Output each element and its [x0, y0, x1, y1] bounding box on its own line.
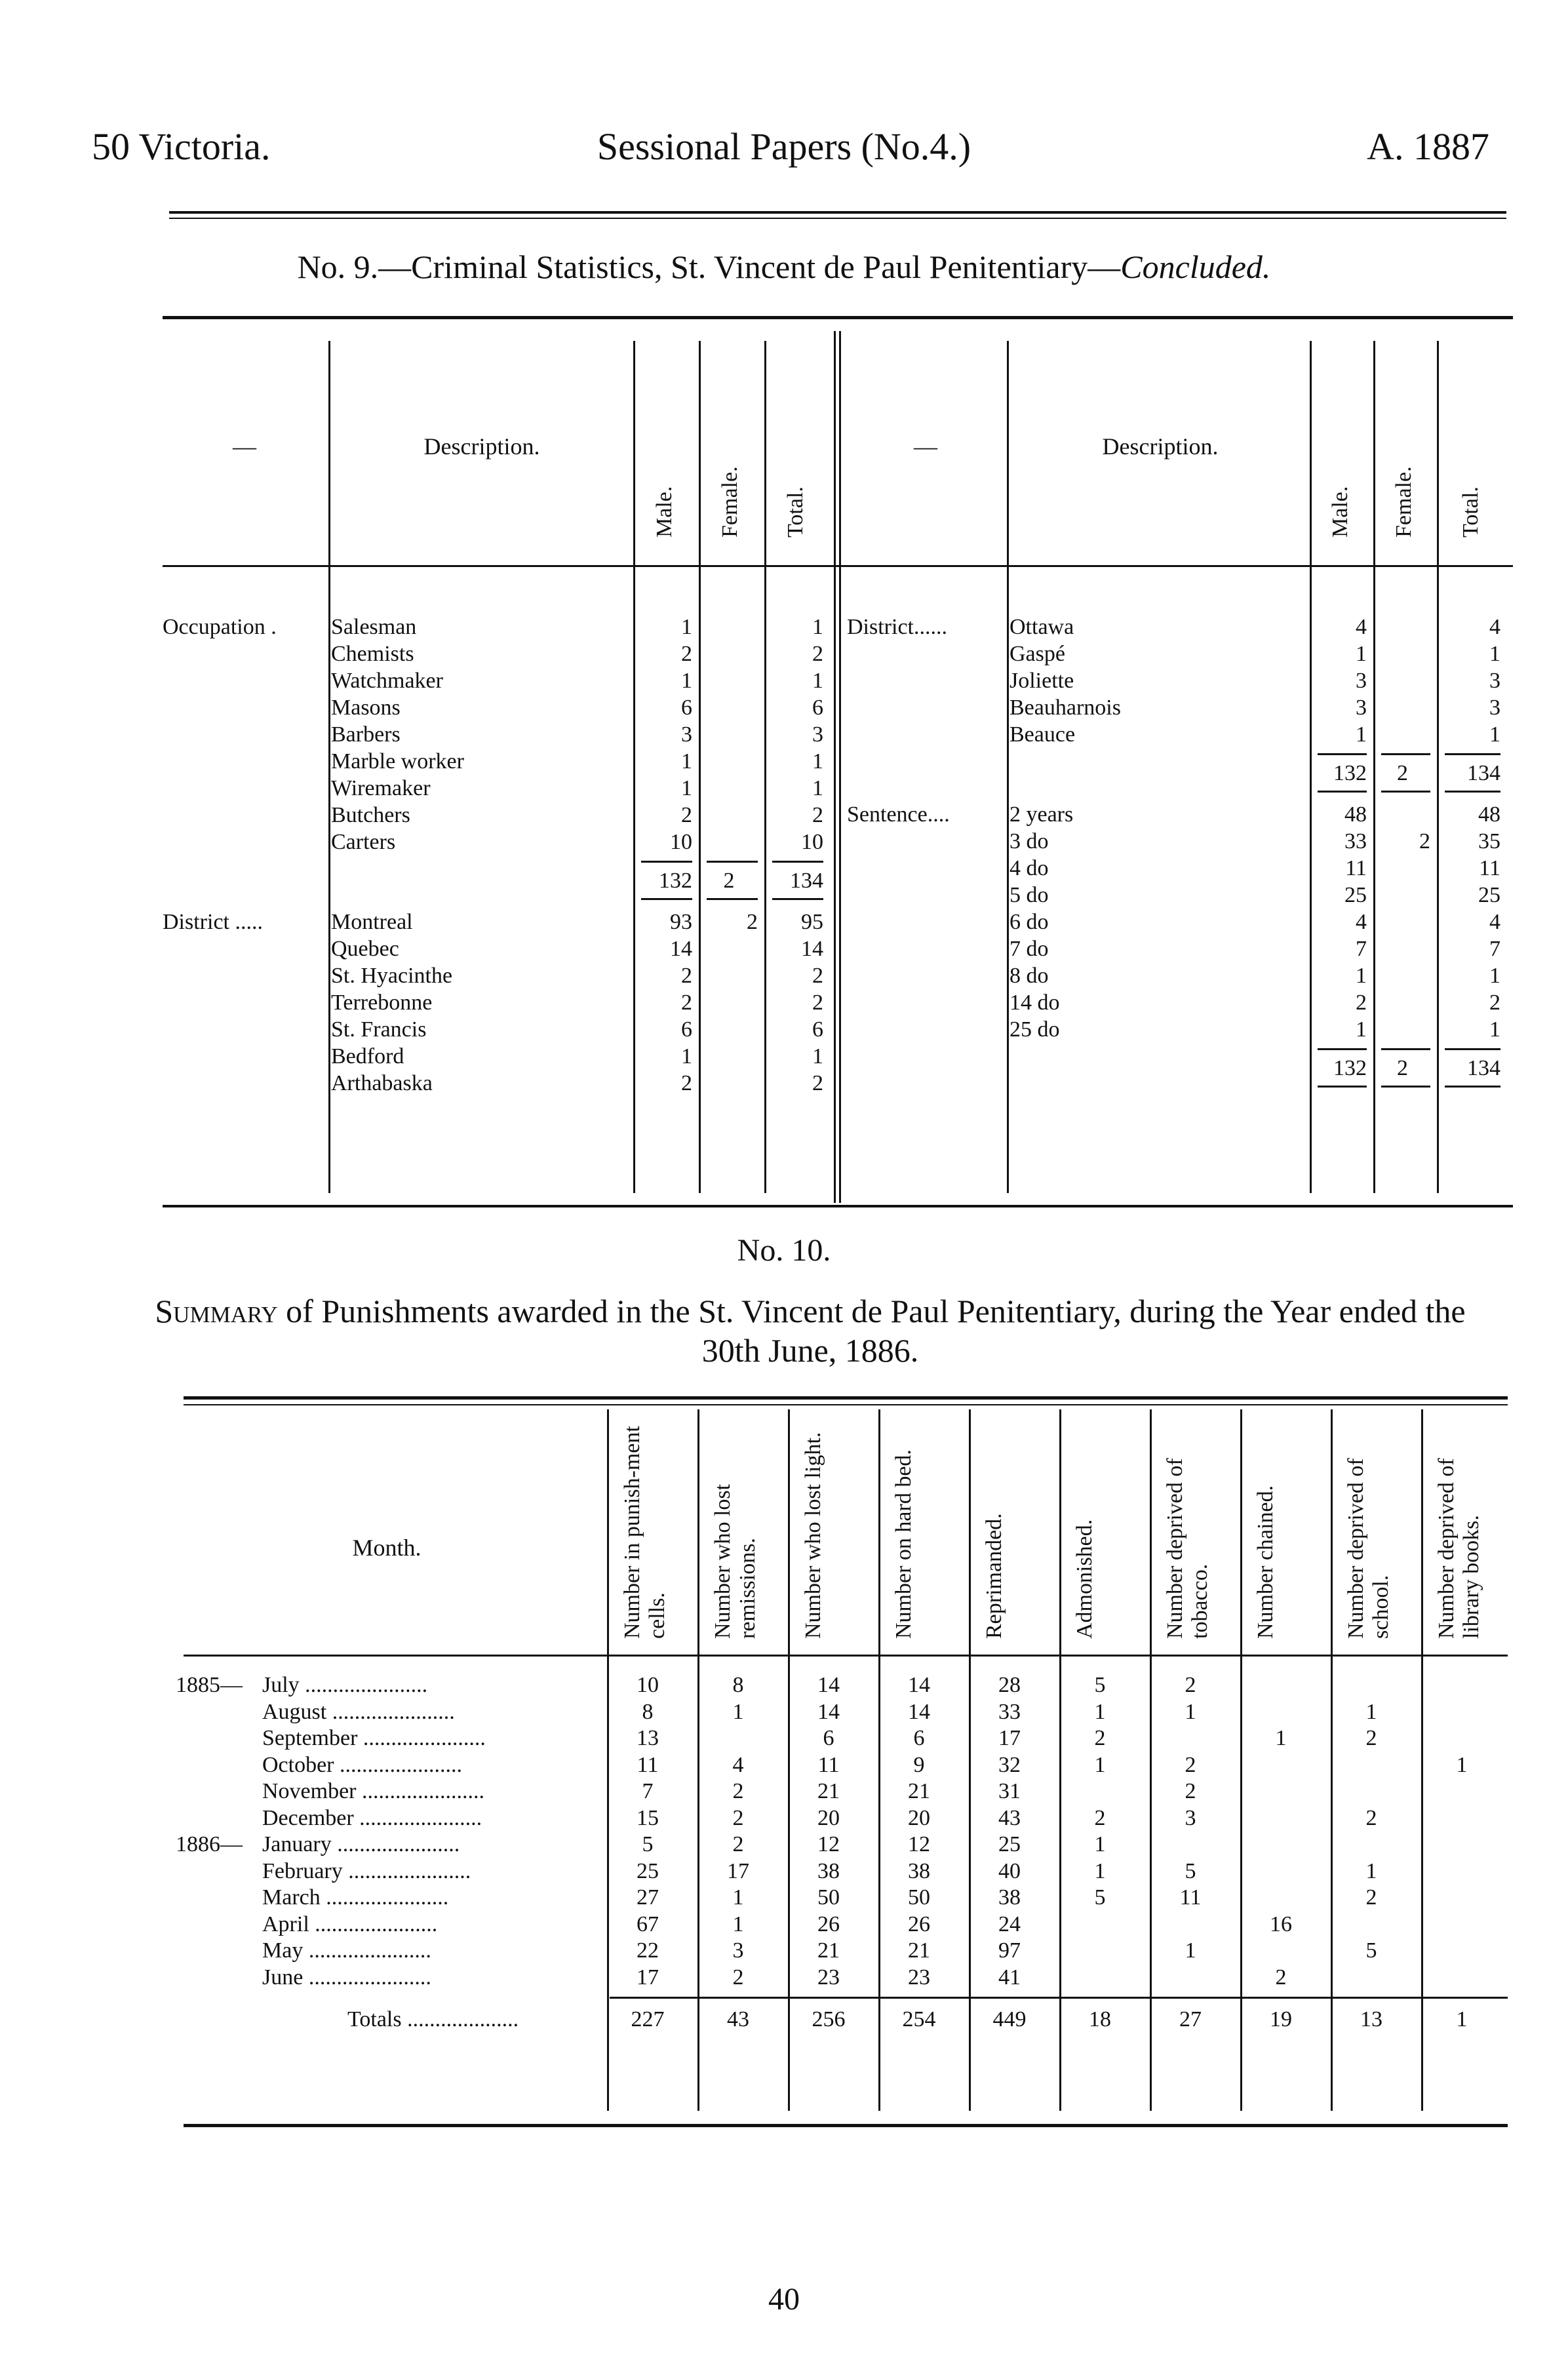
punishment-value: 5	[642, 1832, 654, 1856]
punishment-value: 31	[998, 1779, 1021, 1803]
column-rule	[1421, 1409, 1423, 2111]
male-value: 1	[1356, 642, 1367, 666]
row-description: Carters	[331, 830, 396, 854]
male-value: 33	[1344, 829, 1367, 853]
column-rule	[878, 1409, 880, 2111]
total-value: 1	[1489, 642, 1500, 666]
punishment-value: 43	[998, 1805, 1021, 1830]
male-value: 1	[1356, 964, 1367, 988]
punishment-value: 21	[817, 1938, 840, 1963]
male-value: 14	[670, 937, 692, 961]
punishment-value: 5	[1094, 1885, 1106, 1910]
dash-header: —	[233, 433, 256, 460]
row-description: Butchers	[331, 803, 410, 827]
punishment-value: 40	[998, 1858, 1021, 1883]
male-value: 10	[670, 830, 692, 854]
row-description: Marble worker	[331, 749, 464, 774]
row-description: Joliette	[1009, 669, 1074, 693]
punishment-value: 50	[817, 1885, 840, 1910]
punishment-value: 11	[637, 1752, 659, 1777]
total-value: 27	[1179, 2007, 1202, 2031]
column-rule	[1331, 1409, 1333, 2111]
sum-rule	[1381, 753, 1430, 755]
punishment-value: 1	[1456, 1752, 1468, 1777]
male-value: 11	[1345, 856, 1367, 880]
male-sum: 132	[1333, 761, 1367, 785]
total-value: 25	[1478, 883, 1500, 907]
male-value: 3	[681, 722, 692, 747]
punishment-value: 6	[823, 1726, 834, 1750]
header-left: 50 Victoria.	[92, 125, 271, 168]
male-header: Male.	[1327, 486, 1352, 538]
column-rule	[1059, 1409, 1061, 2111]
total-value: 3	[1489, 669, 1500, 693]
row-description: 7 do	[1009, 937, 1049, 961]
male-value: 2	[681, 642, 692, 666]
group-label: Sentence....	[847, 802, 950, 827]
punishment-value: 12	[817, 1832, 840, 1856]
punishment-column-header: Number deprived of library books.	[1434, 1458, 1483, 1639]
month-label: April ......................	[262, 1912, 438, 1936]
punishment-value: 22	[637, 1938, 659, 1963]
punishment-value: 2	[1365, 1726, 1377, 1750]
punishment-value: 8	[732, 1673, 744, 1697]
punishment-value: 1	[1094, 1752, 1106, 1777]
row-description: 2 years	[1009, 802, 1074, 827]
table9-bottom-rule	[163, 1205, 1513, 1207]
male-value: 6	[681, 1017, 692, 1042]
row-description: Barbers	[331, 722, 401, 747]
punishment-value: 21	[817, 1779, 840, 1803]
female-sum: 2	[1397, 761, 1408, 785]
female-header: Female.	[718, 466, 742, 538]
total-value: 6	[812, 696, 823, 720]
total-value: 3	[1489, 696, 1500, 720]
month-label: May ......................	[262, 1938, 431, 1963]
sum-rule	[1318, 1048, 1367, 1050]
total-value: 11	[1479, 856, 1500, 880]
row-description: Bedford	[331, 1044, 404, 1069]
row-description: St. Hyacinthe	[331, 964, 453, 988]
male-value: 3	[1356, 696, 1367, 720]
punishment-value: 2	[1185, 1673, 1196, 1697]
punishment-value: 14	[908, 1699, 930, 1724]
punishment-value: 1	[1094, 1858, 1106, 1883]
sum-rule	[1381, 1086, 1430, 1088]
punishment-value: 2	[732, 1965, 744, 1990]
total-header: Total.	[1458, 486, 1483, 538]
month-label: January ......................	[262, 1832, 460, 1856]
total-value: 3	[812, 722, 823, 747]
male-value: 48	[1344, 802, 1367, 827]
male-value: 4	[1356, 615, 1367, 639]
half-divider	[834, 331, 836, 1203]
group-label: Occupation .	[163, 615, 277, 639]
total-sum: 134	[1467, 761, 1500, 785]
total-value: 2	[812, 642, 823, 666]
row-description: Ottawa	[1009, 615, 1074, 639]
punishment-value: 25	[637, 1858, 659, 1883]
male-value: 4	[1356, 910, 1367, 934]
punishment-value: 1	[1275, 1726, 1287, 1750]
punishment-column-header: Number in punish-ment cells.	[620, 1426, 669, 1639]
male-value: 1	[681, 669, 692, 693]
row-description: Beauce	[1009, 722, 1076, 747]
punishment-value: 25	[998, 1832, 1021, 1856]
year-label: 1885—	[176, 1673, 243, 1697]
punishment-value: 2	[1365, 1805, 1377, 1830]
total-value: 1	[812, 669, 823, 693]
sum-rule	[1445, 753, 1500, 755]
totals-label: Totals ....................	[347, 2007, 519, 2031]
row-description: Arthabaska	[331, 1071, 433, 1095]
table10-title: Summary of Punishments awarded in the St. Vincent de Paul Penitentiary, during the Year ended the 30th June, 1886.	[155, 1293, 1466, 1369]
row-description: Chemists	[331, 642, 414, 666]
punishment-value: 27	[637, 1885, 659, 1910]
row-description: Masons	[331, 696, 401, 720]
column-rule	[328, 341, 330, 1193]
column-rule	[607, 1409, 609, 2111]
total-value: 18	[1089, 2007, 1111, 2031]
description-header: Description.	[1102, 433, 1219, 460]
male-value: 1	[681, 615, 692, 639]
month-label: December ......................	[262, 1805, 482, 1830]
punishment-value: 13	[637, 1726, 659, 1750]
sum-rule	[1381, 1048, 1430, 1050]
punishment-value: 1	[1094, 1832, 1106, 1856]
punishment-value: 1	[1185, 1938, 1196, 1963]
male-value: 2	[681, 1071, 692, 1095]
total-value: 256	[812, 2007, 846, 2031]
punishment-value: 1	[732, 1885, 744, 1910]
punishment-value: 1	[732, 1912, 744, 1936]
punishment-value: 6	[913, 1726, 925, 1750]
male-value: 1	[1356, 1017, 1367, 1042]
punishment-value: 9	[913, 1752, 925, 1777]
sum-rule	[1445, 791, 1500, 793]
column-rule	[1007, 341, 1009, 1193]
punishment-value: 1	[1094, 1699, 1106, 1724]
punishment-column-header: Number deprived of tobacco.	[1163, 1458, 1212, 1639]
punishment-value: 1	[1365, 1858, 1377, 1883]
punishment-column-header: Admonished.	[1072, 1519, 1097, 1639]
month-label: June ......................	[262, 1965, 431, 1990]
half-divider	[839, 331, 841, 1203]
table10-bottom-rule	[184, 2124, 1508, 2127]
punishment-column-header: Number on hard bed.	[892, 1449, 916, 1639]
total-value: 1	[1489, 964, 1500, 988]
total-sum: 134	[1467, 1056, 1500, 1080]
month-label: March ......................	[262, 1885, 449, 1910]
header-rule	[169, 211, 1506, 214]
total-value: 35	[1478, 829, 1500, 853]
total-value: 1	[1489, 722, 1500, 747]
total-value: 10	[801, 830, 823, 854]
column-rule	[697, 1409, 699, 2111]
punishment-value: 14	[817, 1673, 840, 1697]
row-description: 6 do	[1009, 910, 1049, 934]
male-value: 1	[1356, 722, 1367, 747]
dash-header: —	[914, 433, 937, 460]
punishment-value: 28	[998, 1673, 1021, 1697]
row-description: 4 do	[1009, 856, 1049, 880]
row-description: Beauharnois	[1009, 696, 1121, 720]
punishment-value: 41	[998, 1965, 1021, 1990]
punishment-column-header: Number deprived of school.	[1344, 1458, 1393, 1639]
total-value: 13	[1360, 2007, 1382, 2031]
row-description: Terrebonne	[331, 990, 433, 1015]
punishment-value: 17	[727, 1858, 749, 1883]
total-sum: 134	[790, 869, 823, 893]
total-value: 449	[992, 2007, 1027, 2031]
male-value: 25	[1344, 883, 1367, 907]
punishment-value: 2	[1094, 1726, 1106, 1750]
total-value: 7	[1489, 937, 1500, 961]
punishment-value: 3	[1185, 1805, 1196, 1830]
month-label: August ......................	[262, 1699, 455, 1724]
sum-rule	[707, 861, 758, 863]
table10-top-rule-thin	[184, 1404, 1508, 1405]
total-value: 2	[812, 990, 823, 1015]
male-sum: 132	[1333, 1056, 1367, 1080]
total-value: 2	[812, 1071, 823, 1095]
punishment-value: 4	[732, 1752, 744, 1777]
punishment-column-header: Reprimanded.	[982, 1513, 1006, 1639]
sum-rule	[641, 861, 692, 863]
total-value: 1	[812, 615, 823, 639]
punishment-value: 5	[1365, 1938, 1377, 1963]
punishment-value: 2	[1365, 1885, 1377, 1910]
punishment-value: 5	[1094, 1673, 1106, 1697]
male-value: 6	[681, 696, 692, 720]
total-value: 1	[812, 1044, 823, 1069]
row-description: Quebec	[331, 937, 399, 961]
sum-rule	[772, 861, 823, 863]
punishment-column-header: Number chained.	[1253, 1485, 1278, 1639]
column-rule	[1240, 1409, 1242, 2111]
description-header: Description.	[423, 433, 540, 460]
column-rule	[1150, 1409, 1152, 2111]
punishment-column-header: Number who lost remissions.	[711, 1483, 760, 1639]
total-value: 14	[801, 937, 823, 961]
month-label: February ......................	[262, 1858, 471, 1883]
row-description: Salesman	[331, 615, 417, 639]
header-rule-thin	[169, 218, 1506, 219]
row-description: Watchmaker	[331, 669, 443, 693]
total-value: 19	[1270, 2007, 1292, 2031]
punishment-value: 23	[908, 1965, 930, 1990]
punishment-value: 50	[908, 1885, 930, 1910]
punishment-value: 11	[1179, 1885, 1202, 1910]
punishment-value: 8	[642, 1699, 654, 1724]
punishment-value: 2	[732, 1779, 744, 1803]
sum-rule	[772, 898, 823, 900]
total-value: 2	[1489, 990, 1500, 1015]
punishment-value: 11	[817, 1752, 840, 1777]
punishment-value: 32	[998, 1752, 1021, 1777]
header-center: Sessional Papers (No.4.)	[597, 125, 971, 168]
sum-rule	[707, 898, 758, 900]
month-label: September ......................	[262, 1726, 486, 1750]
header-right: A. 1887	[1367, 125, 1489, 168]
punishment-value: 15	[637, 1805, 659, 1830]
total-header: Total.	[783, 486, 808, 538]
male-value: 2	[681, 990, 692, 1015]
row-description: St. Francis	[331, 1017, 427, 1042]
punishment-value: 17	[637, 1965, 659, 1990]
row-description: Gaspé	[1009, 642, 1065, 666]
punishment-value: 17	[998, 1726, 1021, 1750]
punishment-value: 2	[732, 1805, 744, 1830]
male-value: 2	[681, 964, 692, 988]
punishment-value: 21	[908, 1938, 930, 1963]
total-value: 4	[1489, 615, 1500, 639]
total-value: 48	[1478, 802, 1500, 827]
punishment-value: 2	[1094, 1805, 1106, 1830]
month-label: July ......................	[262, 1673, 428, 1697]
female-sum: 2	[723, 869, 735, 893]
male-value: 3	[1356, 669, 1367, 693]
table10-number: No. 10.	[737, 1233, 831, 1268]
sum-rule	[1318, 791, 1367, 793]
sum-rule	[641, 898, 692, 900]
row-description: 5 do	[1009, 883, 1049, 907]
sum-rule	[1445, 1086, 1500, 1088]
male-value: 1	[681, 749, 692, 774]
male-value: 7	[1356, 937, 1367, 961]
punishment-value: 20	[908, 1805, 930, 1830]
total-value: 227	[631, 2007, 665, 2031]
male-value: 1	[681, 1044, 692, 1069]
row-description: 3 do	[1009, 829, 1049, 853]
punishment-value: 14	[908, 1673, 930, 1697]
total-value: 6	[812, 1017, 823, 1042]
month-label: October ......................	[262, 1752, 463, 1777]
punishment-value: 1	[1365, 1699, 1377, 1724]
punishment-value: 33	[998, 1699, 1021, 1724]
punishment-value: 67	[637, 1912, 659, 1936]
female-header: Female.	[1391, 466, 1416, 538]
row-description: Wiremaker	[331, 776, 431, 800]
group-label: District .....	[163, 910, 263, 934]
total-value: 95	[801, 910, 823, 934]
month-label: November ......................	[262, 1779, 485, 1803]
total-value: 1	[1489, 1017, 1500, 1042]
punishment-value: 26	[817, 1912, 840, 1936]
total-value: 254	[902, 2007, 936, 2031]
month-header: Month.	[352, 1535, 421, 1561]
totals-rule	[610, 1997, 1508, 1999]
punishment-value: 20	[817, 1805, 840, 1830]
male-value: 93	[670, 910, 692, 934]
punishment-value: 2	[1185, 1779, 1196, 1803]
row-description: 8 do	[1009, 964, 1049, 988]
total-value: 4	[1489, 910, 1500, 934]
male-header: Male.	[652, 486, 676, 538]
total-value: 2	[812, 803, 823, 827]
table10-top-rule	[184, 1396, 1508, 1400]
row-description: 14 do	[1009, 990, 1060, 1015]
punishment-value: 38	[908, 1858, 930, 1883]
male-value: 2	[681, 803, 692, 827]
column-rule	[788, 1409, 790, 2111]
female-value: 2	[1419, 829, 1430, 853]
punishment-value: 38	[998, 1885, 1021, 1910]
table9-title: No. 9.—Criminal Statistics, St. Vincent de Paul Penitentiary—Concluded.	[297, 248, 1271, 285]
page-number: 40	[768, 2282, 800, 2317]
punishment-value: 24	[998, 1912, 1021, 1936]
year-label: 1886—	[176, 1832, 243, 1856]
punishment-value: 97	[998, 1938, 1021, 1963]
punishment-value: 12	[908, 1832, 930, 1856]
female-sum: 2	[1397, 1056, 1408, 1080]
row-description: 25 do	[1009, 1017, 1060, 1042]
total-value: 2	[812, 964, 823, 988]
male-sum: 132	[659, 869, 692, 893]
group-label: District......	[847, 615, 947, 639]
sum-rule	[1318, 1086, 1367, 1088]
punishment-value: 26	[908, 1912, 930, 1936]
column-rule	[699, 341, 701, 1193]
punishment-value: 14	[817, 1699, 840, 1724]
header-rule	[184, 1655, 1508, 1657]
total-value: 1	[812, 749, 823, 774]
punishment-value: 38	[817, 1858, 840, 1883]
header-rule	[163, 565, 1513, 567]
punishment-value: 1	[732, 1699, 744, 1724]
punishment-value: 16	[1270, 1912, 1292, 1936]
sum-rule	[1445, 1048, 1500, 1050]
sum-rule	[1318, 753, 1367, 755]
total-value: 43	[727, 2007, 749, 2031]
punishment-value: 3	[732, 1938, 744, 1963]
punishment-value: 10	[637, 1673, 659, 1697]
total-value: 1	[1456, 2007, 1468, 2031]
total-value: 1	[812, 776, 823, 800]
punishment-column-header: Number who lost light.	[801, 1432, 825, 1639]
punishment-value: 1	[1185, 1699, 1196, 1724]
female-value: 2	[747, 910, 758, 934]
punishment-value: 7	[642, 1779, 654, 1803]
sum-rule	[1381, 791, 1430, 793]
punishment-value: 2	[1275, 1965, 1287, 1990]
row-description: Montreal	[331, 910, 413, 934]
male-value: 2	[1356, 990, 1367, 1015]
column-rule	[969, 1409, 971, 2111]
male-value: 1	[681, 776, 692, 800]
punishment-value: 2	[1185, 1752, 1196, 1777]
punishment-value: 23	[817, 1965, 840, 1990]
table9-top-rule	[163, 316, 1513, 319]
punishment-value: 5	[1185, 1858, 1196, 1883]
punishment-value: 21	[908, 1779, 930, 1803]
punishment-value: 2	[732, 1832, 744, 1856]
